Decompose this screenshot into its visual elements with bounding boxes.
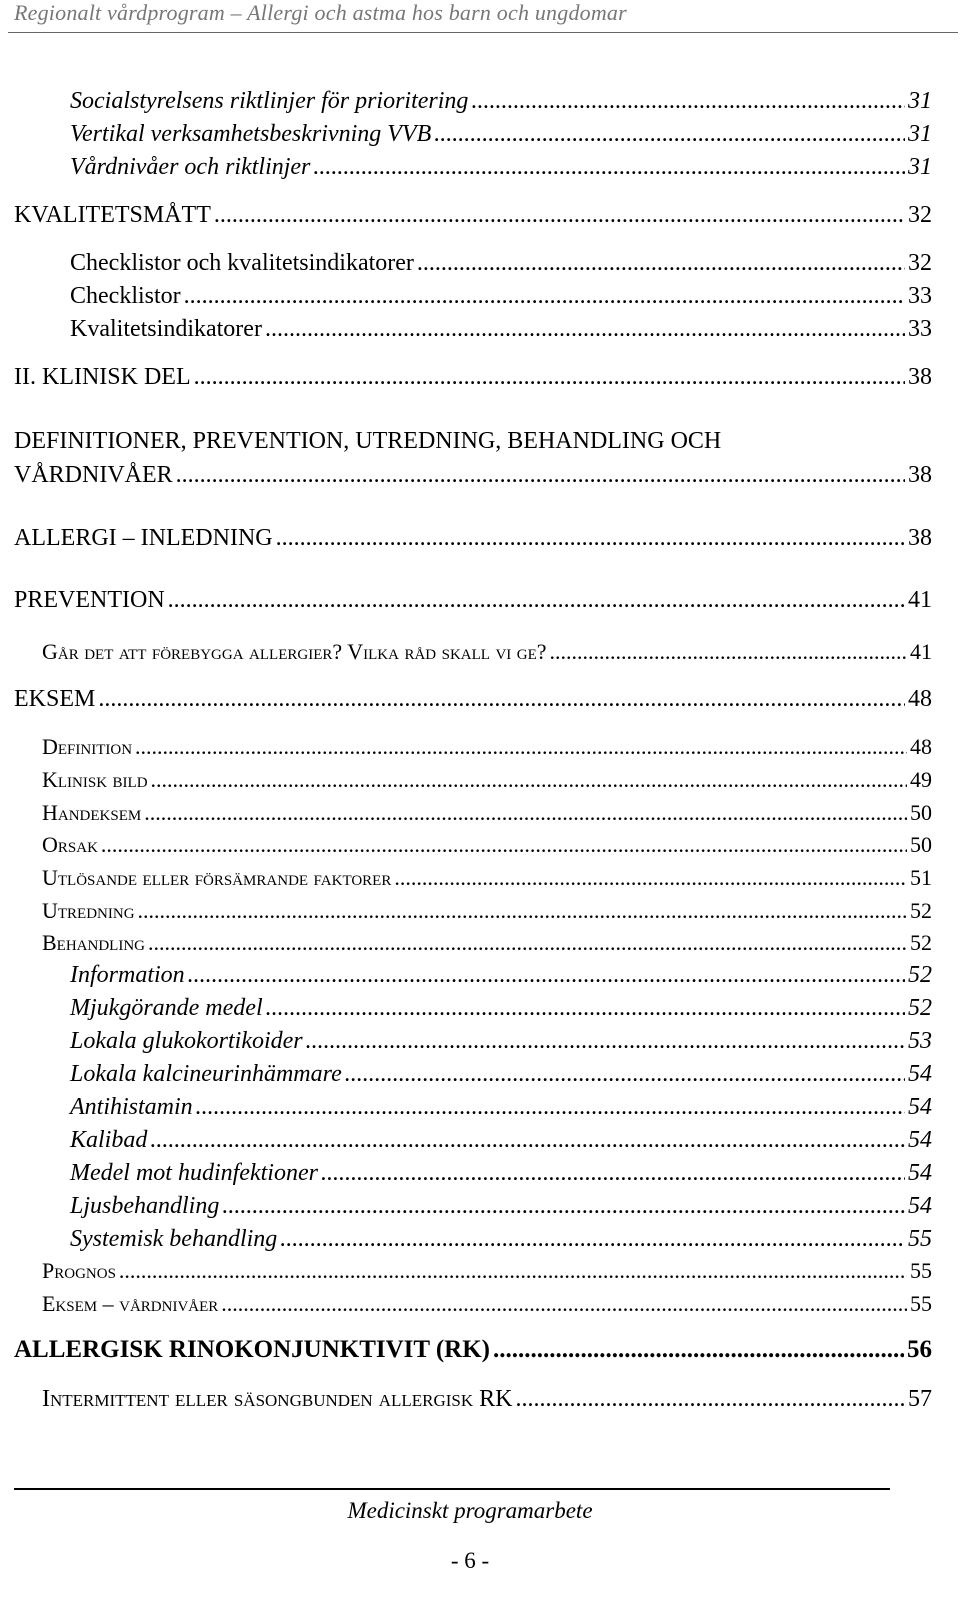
toc-leader <box>101 832 907 858</box>
toc-leader <box>188 962 905 989</box>
page-number: - 6 - <box>450 1548 490 1573</box>
toc-entry-page: 53 <box>908 1028 932 1054</box>
toc-entry-label: Kalibad <box>70 1127 148 1153</box>
toc-entry-page: 41 <box>908 587 932 613</box>
toc-entry[interactable] <box>70 316 932 343</box>
toc-entry[interactable] <box>14 1336 932 1364</box>
toc-entry-label: Går det att förebygga allergier? Vilka råd skall vi ge? <box>42 639 547 664</box>
toc-leader <box>168 587 905 614</box>
toc-entry-label: Behandling <box>42 930 145 955</box>
toc-leader <box>266 995 905 1022</box>
toc-entry-page: 54 <box>908 1061 932 1087</box>
toc-entry[interactable] <box>70 1193 932 1220</box>
toc-entry-label: Antihistamin <box>70 1094 193 1120</box>
toc-leader <box>306 1028 905 1055</box>
toc-entry-label: Definition <box>42 734 133 759</box>
toc-entry[interactable] <box>14 686 932 713</box>
toc-entry[interactable] <box>14 202 932 229</box>
toc-entry[interactable] <box>70 283 932 310</box>
toc-entry[interactable] <box>70 154 932 181</box>
toc-entry-page: 32 <box>908 202 932 228</box>
toc-leader <box>550 639 907 665</box>
toc-entry-label: Lokala glukokortikoider <box>70 1028 303 1054</box>
toc-entry-label: Medel mot hudinfektioner <box>70 1160 318 1186</box>
toc-leader <box>276 525 905 552</box>
toc-entry-label: PREVENTION <box>14 587 165 613</box>
toc-entry-page: 57 <box>908 1386 932 1412</box>
toc-entry-page: 31 <box>908 88 932 114</box>
toc-entry-page: 52 <box>910 930 932 955</box>
toc-entry-label: Information <box>70 962 185 988</box>
toc-leader <box>265 316 905 343</box>
toc-leader <box>148 930 907 956</box>
footer-rule <box>14 1488 890 1490</box>
toc-entry-page: 41 <box>910 639 932 664</box>
toc-entry-label: Orsak <box>42 832 98 857</box>
toc-leader <box>434 121 905 148</box>
toc-entry-label: ALLERGI – INLEDNING <box>14 525 273 551</box>
toc-entry-label: Systemisk behandling <box>70 1226 278 1252</box>
toc-entry[interactable] <box>70 1028 932 1055</box>
toc-entry-label-line1: DEFINITIONER, PREVENTION, UTREDNING, BEHANDLING OCH <box>14 428 722 454</box>
toc-entry[interactable] <box>14 587 932 614</box>
toc-entry[interactable] <box>70 1160 932 1187</box>
footer-program: Medicinskt programarbete <box>347 1498 593 1523</box>
toc-leader <box>394 865 907 891</box>
toc-entry[interactable] <box>42 832 932 858</box>
page-header <box>8 0 952 34</box>
toc-entry-label: Utlösande eller försämrande faktorer <box>42 865 392 890</box>
toc-entry-label: Vårdnivåer och riktlinjer <box>70 154 311 180</box>
toc-entry[interactable] <box>14 462 932 489</box>
toc-leader <box>194 364 905 391</box>
toc-entry-page: 52 <box>910 898 932 923</box>
toc-leader <box>119 1258 907 1284</box>
toc-entry[interactable] <box>42 898 932 924</box>
toc-leader <box>221 1291 907 1317</box>
toc-entry-page: 31 <box>908 121 932 147</box>
toc-leader <box>196 1094 905 1121</box>
toc-entry-page: 54 <box>908 1160 932 1186</box>
toc-entry-label: Klinisk bild <box>42 767 148 792</box>
toc-entry-label: Lokala kalcineurinhämmare <box>70 1061 342 1087</box>
toc-leader <box>313 154 905 181</box>
toc-leader <box>493 1336 904 1364</box>
toc-entry-label: EKSEM <box>14 686 96 712</box>
toc-entry-page: 31 <box>908 154 932 180</box>
toc-entry-page: 51 <box>910 865 932 890</box>
toc-leader <box>144 800 907 826</box>
toc-leader <box>214 202 905 229</box>
toc-entry[interactable] <box>70 1061 932 1088</box>
toc-entry[interactable] <box>42 800 932 826</box>
toc-leader <box>138 898 907 924</box>
toc-entry[interactable] <box>14 525 932 552</box>
toc-entry-page: 56 <box>907 1336 932 1363</box>
toc-entry-label: Checklistor <box>70 283 181 309</box>
toc-leader <box>515 1386 905 1413</box>
toc-entry[interactable] <box>42 1258 932 1284</box>
toc-entry-label: Ljusbehandling <box>70 1193 220 1219</box>
toc-entry[interactable] <box>70 1127 932 1154</box>
toc-entry-page: 52 <box>908 962 932 988</box>
toc-entry-page: 38 <box>908 364 932 390</box>
toc-entry[interactable] <box>70 250 932 277</box>
toc-entry-page: 38 <box>908 525 932 551</box>
toc-entry[interactable] <box>42 639 932 665</box>
toc-entry-label: Mjukgörande medel <box>70 995 263 1021</box>
toc-entry-label: Utredning <box>42 898 135 923</box>
toc-entry-page: 54 <box>908 1094 932 1120</box>
toc-entry-page: 48 <box>908 686 932 712</box>
toc-leader <box>417 250 905 277</box>
toc-entry-label: Prognos <box>42 1258 116 1283</box>
toc-leader <box>151 767 907 793</box>
toc-entry-label: VÅRDNIVÅER <box>14 462 173 488</box>
toc-leader <box>150 1127 905 1154</box>
toc-entry-page: 49 <box>910 767 932 792</box>
toc-entry-page: 50 <box>910 800 932 825</box>
toc-leader <box>321 1160 905 1187</box>
toc-entry[interactable] <box>42 1386 932 1413</box>
toc-entry[interactable] <box>42 767 932 793</box>
toc-leader <box>345 1061 905 1088</box>
toc-entry[interactable] <box>70 88 932 115</box>
toc-leader <box>222 1193 905 1220</box>
toc-entry-page: 52 <box>908 995 932 1021</box>
running-header-title: Regionalt vårdprogram – Allergi och astma hos barn och ungdomar <box>14 0 627 25</box>
toc-entry-page: 54 <box>908 1193 932 1219</box>
toc-entry-page: 33 <box>908 316 932 342</box>
toc-leader <box>471 88 905 115</box>
toc-entry-label: Intermittent eller säsongbunden allergisk RK <box>42 1386 513 1412</box>
toc-entry-label: II. KLINISK DEL <box>14 364 191 390</box>
toc-entry-label: Vertikal verksamhetsbeskrivning VVB <box>70 121 432 147</box>
toc-entry[interactable] <box>42 930 932 956</box>
toc-entry[interactable] <box>42 1291 932 1317</box>
toc-entry-page: 54 <box>908 1127 932 1153</box>
toc-entry[interactable] <box>70 995 932 1022</box>
toc-entry[interactable] <box>70 962 932 989</box>
toc-leader <box>135 734 907 760</box>
toc-entry[interactable] <box>70 121 932 148</box>
toc-entry-page: 38 <box>908 462 932 488</box>
toc-entry-page: 55 <box>908 1226 932 1252</box>
toc-entry-label: Kvalitetsindikatorer <box>70 316 262 342</box>
toc-entry-label: Handeksem <box>42 800 142 825</box>
toc-entry-page: 55 <box>910 1291 932 1316</box>
toc-entry-page: 55 <box>910 1258 932 1283</box>
toc-entry-label: Checklistor och kvalitetsindikatorer <box>70 250 414 276</box>
toc-leader <box>176 462 905 489</box>
toc-entry-label: KVALITETSMÅTT <box>14 202 211 228</box>
toc-leader <box>98 686 905 713</box>
toc-entry[interactable] <box>70 1226 932 1253</box>
toc-entry-page: 50 <box>910 832 932 857</box>
toc-entry-label: Eksem – vårdnivåer <box>42 1291 219 1316</box>
toc-leader <box>184 283 905 310</box>
toc-entry-label: Socialstyrelsens riktlinjer för prioritering <box>70 88 469 114</box>
toc-entry-page: 33 <box>908 283 932 309</box>
header-rule <box>8 32 958 33</box>
toc-leader <box>280 1226 905 1253</box>
toc-entry[interactable] <box>14 364 932 391</box>
toc-entry-label: ALLERGISK RINOKONJUNKTIVIT (RK) <box>14 1336 491 1363</box>
toc-entry-page: 48 <box>910 734 932 759</box>
toc-entry[interactable] <box>42 734 932 760</box>
toc-entry[interactable] <box>70 1094 932 1121</box>
toc-entry[interactable] <box>42 865 932 891</box>
toc-entry-page: 32 <box>908 250 932 276</box>
